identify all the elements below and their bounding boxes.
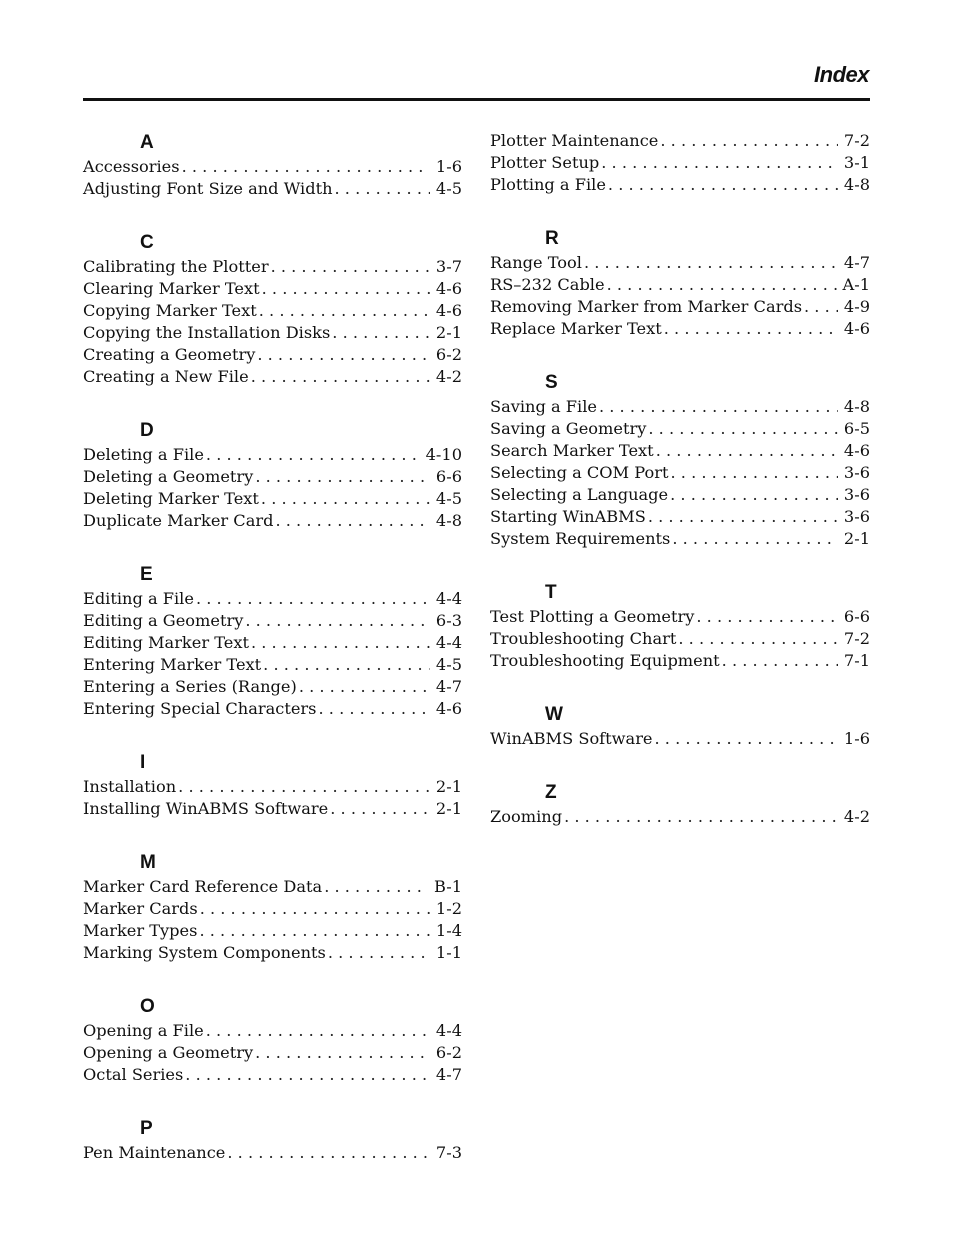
index-entry — [83, 1142, 462, 1164]
dot-leader — [255, 1042, 430, 1064]
index-entry — [83, 366, 462, 388]
entry-page-number: 4-6 — [435, 301, 462, 320]
entry-page-number: 6-3 — [435, 611, 462, 630]
dot-leader — [200, 898, 430, 920]
entry-page-number: 4-5 — [435, 655, 462, 674]
index-entry — [83, 876, 462, 898]
index-section — [83, 130, 462, 200]
dot-leader — [671, 462, 838, 484]
section-letter: D — [140, 420, 154, 441]
dot-leader — [335, 178, 430, 200]
entry-page-number: 4-8 — [843, 175, 870, 194]
index-entry — [83, 632, 462, 654]
dot-leader — [608, 174, 838, 196]
index-entry — [83, 920, 462, 942]
entry-term: Entering a Series (Range) — [83, 677, 297, 696]
index-entry — [490, 462, 870, 484]
dot-leader — [263, 654, 430, 676]
index-entry — [490, 440, 870, 462]
index-section — [83, 850, 462, 964]
dot-leader — [655, 728, 838, 750]
index-entry — [490, 806, 870, 828]
entry-term: Plotting a File — [490, 175, 606, 194]
index-column-left — [83, 130, 462, 1194]
section-letter: S — [545, 372, 558, 393]
dot-leader — [670, 484, 838, 506]
entry-term: Selecting a COM Port — [490, 463, 669, 482]
index-section — [83, 750, 462, 820]
dot-leader — [178, 776, 430, 798]
section-letter: I — [140, 752, 146, 773]
entry-term: Test Plotting a Geometry — [490, 607, 695, 626]
section-letter: R — [545, 228, 559, 249]
entry-term: Marker Types — [83, 921, 198, 940]
dot-leader — [251, 366, 430, 388]
section-letter: M — [140, 852, 156, 873]
index-section — [490, 702, 870, 750]
entry-page-number: 1-6 — [435, 157, 462, 176]
entry-page-number: 3-1 — [843, 153, 870, 172]
entry-page-number: 7-3 — [435, 1143, 462, 1162]
section-letter: A — [140, 132, 154, 153]
dot-leader — [182, 156, 430, 178]
dot-leader — [722, 650, 838, 672]
index-entry — [490, 318, 870, 340]
index-section — [490, 130, 870, 196]
dot-leader — [206, 444, 420, 466]
entry-term: System Requirements — [490, 529, 671, 548]
index-entry — [490, 296, 870, 318]
entry-page-number: 3-6 — [843, 507, 870, 526]
index-entry — [83, 588, 462, 610]
dot-leader — [564, 806, 838, 828]
dot-leader — [318, 698, 429, 720]
index-entry — [83, 344, 462, 366]
dot-leader — [678, 628, 838, 650]
entry-page-number: 2-1 — [435, 777, 462, 796]
index-entry — [83, 698, 462, 720]
entry-page-number: 4-9 — [843, 297, 870, 316]
entry-page-number: 4-4 — [435, 589, 462, 608]
entry-page-number: B-1 — [434, 877, 462, 896]
entry-page-number: 4-4 — [435, 1021, 462, 1040]
entry-page-number: 3-7 — [435, 257, 462, 276]
entry-term: Duplicate Marker Card — [83, 511, 274, 530]
entry-page-number: 4-6 — [843, 319, 870, 338]
dot-leader — [206, 1020, 430, 1042]
entry-term: Adjusting Font Size and Width — [83, 179, 333, 198]
entry-term: Opening a Geometry — [83, 1043, 254, 1062]
entry-term: Entering Special Characters — [83, 699, 317, 718]
entry-page-number: 6-2 — [435, 345, 462, 364]
index-entry — [83, 1020, 462, 1042]
index-section — [83, 230, 462, 388]
index-column-right — [490, 130, 870, 858]
index-entry — [490, 484, 870, 506]
entry-term: Accessories — [83, 157, 180, 176]
entry-page-number: 2-1 — [843, 529, 870, 548]
dot-leader — [607, 274, 837, 296]
index-entry — [83, 300, 462, 322]
index-section — [83, 418, 462, 532]
index-entry — [83, 676, 462, 698]
entry-term: Editing a Geometry — [83, 611, 244, 630]
index-entry — [83, 798, 462, 820]
entry-page-number: A-1 — [842, 275, 870, 294]
index-entry — [83, 610, 462, 632]
entry-term: Calibrating the Plotter — [83, 257, 269, 276]
index-entry — [490, 418, 870, 440]
dot-leader — [672, 528, 838, 550]
index-entry — [83, 466, 462, 488]
dot-leader — [696, 606, 838, 628]
index-entry — [490, 628, 870, 650]
dot-leader — [255, 466, 430, 488]
entry-term: Selecting a Language — [490, 485, 669, 504]
index-section — [490, 370, 870, 550]
entry-page-number: 4-5 — [435, 179, 462, 198]
section-letter: T — [545, 582, 557, 603]
entry-term: Entering Marker Text — [83, 655, 262, 674]
entry-page-number: 4-7 — [435, 1065, 462, 1084]
entry-term: Opening a File — [83, 1021, 204, 1040]
entry-term: Saving a Geometry — [490, 419, 647, 438]
entry-term: Deleting a File — [83, 445, 204, 464]
index-entry — [83, 510, 462, 532]
index-entry — [83, 278, 462, 300]
entry-page-number: 4-7 — [435, 677, 462, 696]
entry-page-number: 1-6 — [843, 729, 870, 748]
index-entry — [490, 174, 870, 196]
index-entry — [83, 776, 462, 798]
index-entry — [83, 942, 462, 964]
index-entry — [83, 488, 462, 510]
entry-page-number: 4-6 — [435, 279, 462, 298]
entry-page-number: 4-6 — [843, 441, 870, 460]
entry-page-number: 6-5 — [843, 419, 870, 438]
entry-page-number: 4-2 — [843, 807, 870, 826]
dot-leader — [227, 1142, 430, 1164]
dot-leader — [660, 130, 838, 152]
entry-term: Marker Cards — [83, 899, 198, 918]
entry-term: Replace Marker Text — [490, 319, 662, 338]
index-entry — [83, 1064, 462, 1086]
dot-leader — [332, 322, 430, 344]
dot-leader — [259, 300, 430, 322]
entry-page-number: 4-4 — [435, 633, 462, 652]
index-entry — [83, 178, 462, 200]
entry-page-number: 6-6 — [435, 467, 462, 486]
entry-term: WinABMS Software — [490, 729, 653, 748]
entry-term: Range Tool — [490, 253, 582, 272]
dot-leader — [245, 610, 430, 632]
index-entry — [490, 152, 870, 174]
section-letter: O — [140, 996, 155, 1017]
entry-term: Troubleshooting Equipment — [490, 651, 720, 670]
entry-term: Editing a File — [83, 589, 194, 608]
index-section — [83, 1116, 462, 1164]
dot-leader — [257, 344, 430, 366]
entry-page-number: 2-1 — [435, 323, 462, 342]
dot-leader — [328, 942, 430, 964]
entry-term: Deleting Marker Text — [83, 489, 259, 508]
dot-leader — [330, 798, 430, 820]
section-letter: P — [140, 1118, 153, 1139]
entry-term: Copying the Installation Disks — [83, 323, 331, 342]
dot-leader — [664, 318, 838, 340]
dot-leader — [601, 152, 838, 174]
entry-term: Plotter Maintenance — [490, 131, 659, 150]
index-entry — [83, 256, 462, 278]
entry-term: Octal Series — [83, 1065, 184, 1084]
index-section — [490, 780, 870, 828]
entry-term: Plotter Setup — [490, 153, 600, 172]
entry-page-number: 4-7 — [843, 253, 870, 272]
index-entry — [490, 606, 870, 628]
index-entry — [83, 322, 462, 344]
index-section — [490, 580, 870, 672]
header-rule — [83, 98, 870, 101]
entry-page-number: 7-2 — [843, 131, 870, 150]
entry-page-number: 6-2 — [435, 1043, 462, 1062]
entry-page-number: 3-6 — [843, 463, 870, 482]
entry-term: Copying Marker Text — [83, 301, 257, 320]
index-entry — [490, 728, 870, 750]
index-entry — [83, 654, 462, 676]
index-entry — [490, 274, 870, 296]
dot-leader — [299, 676, 430, 698]
entry-term: Installation — [83, 777, 177, 796]
index-entry — [490, 130, 870, 152]
page-title: Index — [814, 62, 869, 87]
dot-leader — [199, 920, 429, 942]
entry-term: Removing Marker from Marker Cards — [490, 297, 803, 316]
entry-page-number: 2-1 — [435, 799, 462, 818]
dot-leader — [262, 278, 430, 300]
dot-leader — [324, 876, 428, 898]
entry-page-number: 4-6 — [435, 699, 462, 718]
index-entry — [490, 650, 870, 672]
dot-leader — [185, 1064, 430, 1086]
dot-leader — [648, 418, 838, 440]
entry-term: Saving a File — [490, 397, 597, 416]
section-letter: E — [140, 564, 153, 585]
index-entry — [83, 1042, 462, 1064]
dot-leader — [275, 510, 429, 532]
entry-term: Starting WinABMS — [490, 507, 646, 526]
dot-leader — [656, 440, 838, 462]
entry-term: Creating a Geometry — [83, 345, 256, 364]
entry-term: Marker Card Reference Data — [83, 877, 323, 896]
entry-page-number: 1-2 — [435, 899, 462, 918]
dot-leader — [599, 396, 838, 418]
dot-leader — [261, 488, 430, 510]
entry-page-number: 7-1 — [843, 651, 870, 670]
entry-term: Installing WinABMS Software — [83, 799, 329, 818]
entry-page-number: 4-10 — [425, 445, 462, 464]
entry-page-number: 4-5 — [435, 489, 462, 508]
entry-term: Search Marker Text — [490, 441, 654, 460]
dot-leader — [584, 252, 838, 274]
dot-leader — [251, 632, 430, 654]
entry-term: Clearing Marker Text — [83, 279, 260, 298]
section-letter: Z — [545, 782, 557, 803]
index-entry — [83, 156, 462, 178]
entry-term: Marking System Components — [83, 943, 326, 962]
entry-page-number: 1-1 — [435, 943, 462, 962]
index-entry — [490, 506, 870, 528]
entry-term: Troubleshooting Chart — [490, 629, 677, 648]
dot-leader — [804, 296, 838, 318]
dot-leader — [196, 588, 430, 610]
entry-term: Creating a New File — [83, 367, 249, 386]
section-letter: C — [140, 232, 154, 253]
entry-term: Pen Maintenance — [83, 1143, 226, 1162]
index-entry — [490, 528, 870, 550]
index-entry — [83, 898, 462, 920]
entry-term: Editing Marker Text — [83, 633, 249, 652]
entry-page-number: 3-6 — [843, 485, 870, 504]
index-section — [83, 994, 462, 1086]
index-section — [83, 562, 462, 720]
dot-leader — [271, 256, 430, 278]
index-section — [490, 226, 870, 340]
section-letter: W — [545, 704, 563, 725]
entry-page-number: 4-8 — [435, 511, 462, 530]
entry-page-number: 1-4 — [435, 921, 462, 940]
entry-page-number: 7-2 — [843, 629, 870, 648]
entry-page-number: 6-6 — [843, 607, 870, 626]
entry-page-number: 4-2 — [435, 367, 462, 386]
index-entry — [490, 396, 870, 418]
index-entry — [83, 444, 462, 466]
entry-page-number: 4-8 — [843, 397, 870, 416]
entry-term: Deleting a Geometry — [83, 467, 254, 486]
entry-term: Zooming — [490, 807, 563, 826]
entry-term: RS–232 Cable — [490, 275, 605, 294]
dot-leader — [648, 506, 838, 528]
index-entry — [490, 252, 870, 274]
